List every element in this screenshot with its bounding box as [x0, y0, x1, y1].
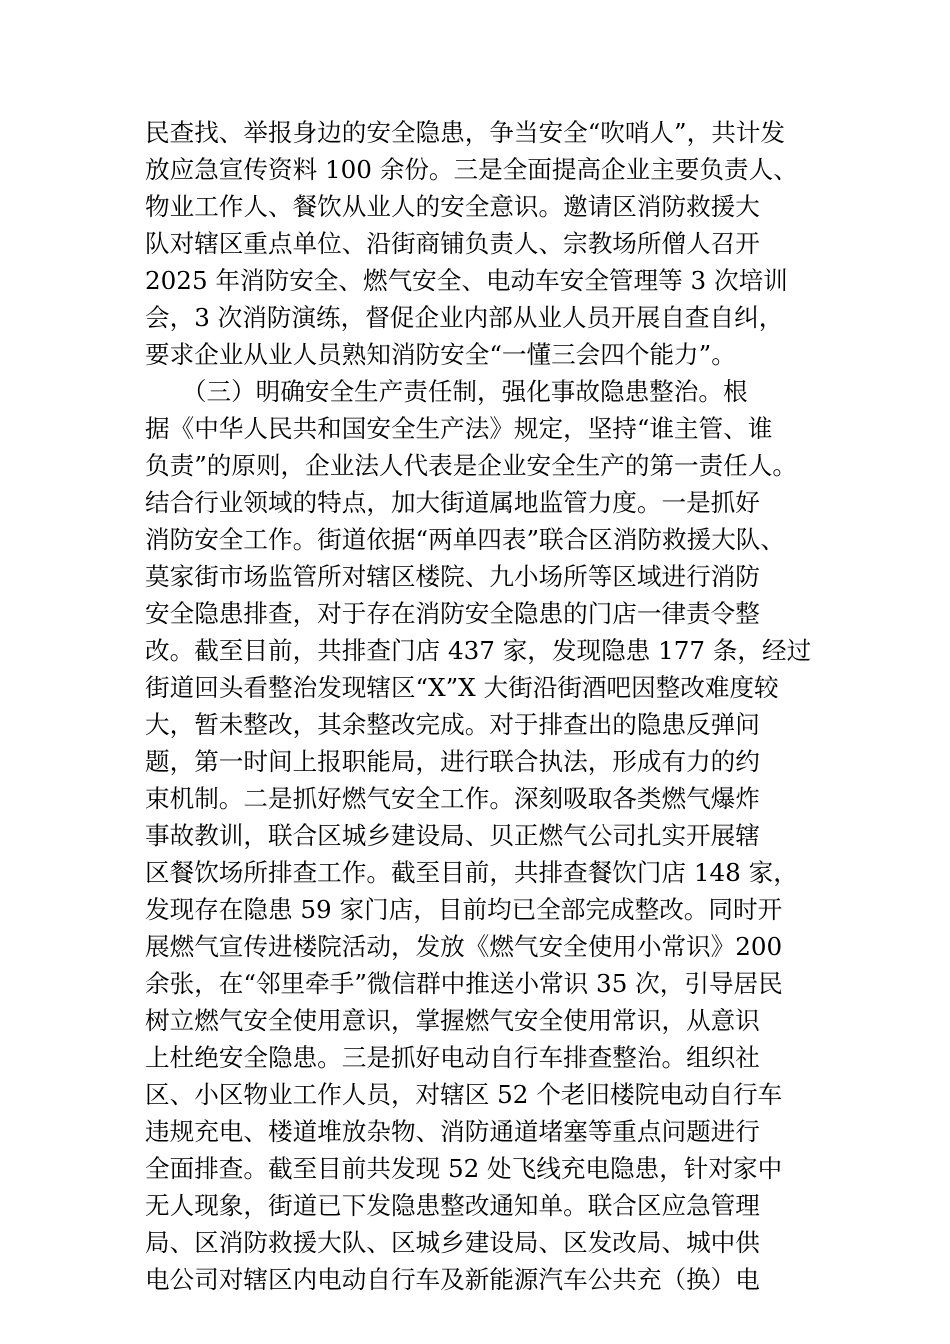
- text-line: 民查找、举报身边的安全隐患，争当安全“吹哨人”，共计发: [145, 118, 785, 147]
- text-line: 队对辖区重点单位、沿街商铺负责人、宗教场所僧人召开: [145, 229, 760, 258]
- text-line: 2025 年消防安全、燃气安全、电动车安全管理等 3 次培训: [145, 266, 788, 295]
- text-line: 展燃气宣传进楼院活动，发放《燃气安全使用小常识》200: [145, 932, 783, 961]
- text-line: 事故教训，联合区城乡建设局、贝正燃气公司扎实开展辖: [145, 821, 760, 850]
- text-line: 区、小区物业工作人员，对辖区 52 个老旧楼院电动自行车: [145, 1080, 783, 1109]
- text-line: 违规充电、楼道堆放杂物、消防通道堵塞等重点问题进行: [145, 1117, 760, 1146]
- text-line: 局、区消防救援大队、区城乡建设局、区发改局、城中供: [145, 1228, 760, 1257]
- text-line: 区餐饮场所排查工作。截至目前，共排查餐饮门店 148 家，: [145, 858, 798, 887]
- text-line: 电公司对辖区内电动自行车及新能源汽车公共充（换）电: [145, 1265, 760, 1294]
- text-line: 全面排查。截至目前共发现 52 处飞线充电隐患，针对家中: [145, 1154, 783, 1183]
- text-line: 要求企业从业人员熟知消防安全“一懂三会四个能力”。: [145, 340, 736, 369]
- text-line: 结合行业领域的特点，加大街道属地监管力度。一是抓好: [145, 488, 760, 517]
- text-line: 发现存在隐患 59 家门店，目前均已全部完成整改。同时开: [145, 895, 783, 924]
- text-line: 上杜绝安全隐患。三是抓好电动自行车排查整治。组织社: [145, 1043, 760, 1072]
- text-line: 消防安全工作。街道依据“两单四表”联合区消防救援大队、: [145, 525, 785, 554]
- text-line: 据《中华人民共和国安全生产法》规定，坚持“谁主管、谁: [145, 414, 773, 443]
- text-line: 街道回头看整治发现辖区“X”X 大街沿街酒吧因整改难度较: [145, 673, 779, 702]
- text-line: 物业工作人、餐饮从业人的安全意识。邀请区消防救援大: [145, 192, 760, 221]
- text-line: 安全隐患排查，对于存在消防安全隐患的门店一律责令整: [145, 599, 760, 628]
- text-line: 无人现象，街道已下发隐患整改通知单。联合区应急管理: [145, 1191, 760, 1220]
- text-line: 束机制。二是抓好燃气安全工作。深刻吸取各类燃气爆炸: [145, 784, 760, 813]
- section-heading-line: （三）明确安全生产责任制，强化事故隐患整治。根: [145, 377, 748, 406]
- text-line: 树立燃气安全使用意识，掌握燃气安全使用常识，从意识: [145, 1006, 760, 1035]
- text-line: 莫家街市场监管所对辖区楼院、九小场所等区域进行消防: [145, 562, 760, 591]
- text-line: 题，第一时间上报职能局，进行联合执法，形成有力的约: [145, 747, 760, 776]
- text-line: 改。截至目前，共排查门店 437 家，发现隐患 177 条，经过: [145, 636, 812, 665]
- text-line: 放应急宣传资料 100 余份。三是全面提高企业主要负责人、: [145, 155, 798, 184]
- text-line: 大，暂未整改，其余整改完成。对于排查出的隐患反弹问: [145, 710, 760, 739]
- text-line: 会，3 次消防演练，督促企业内部从业人员开展自查自纠，: [145, 303, 784, 332]
- body-text: [145, 114, 815, 1298]
- text-line: 余张，在“邻里牵手”微信群中推送小常识 35 次，引导居民: [145, 969, 783, 998]
- text-line: 负责”的原则，企业法人代表是企业安全生产的第一责任人。: [145, 451, 798, 480]
